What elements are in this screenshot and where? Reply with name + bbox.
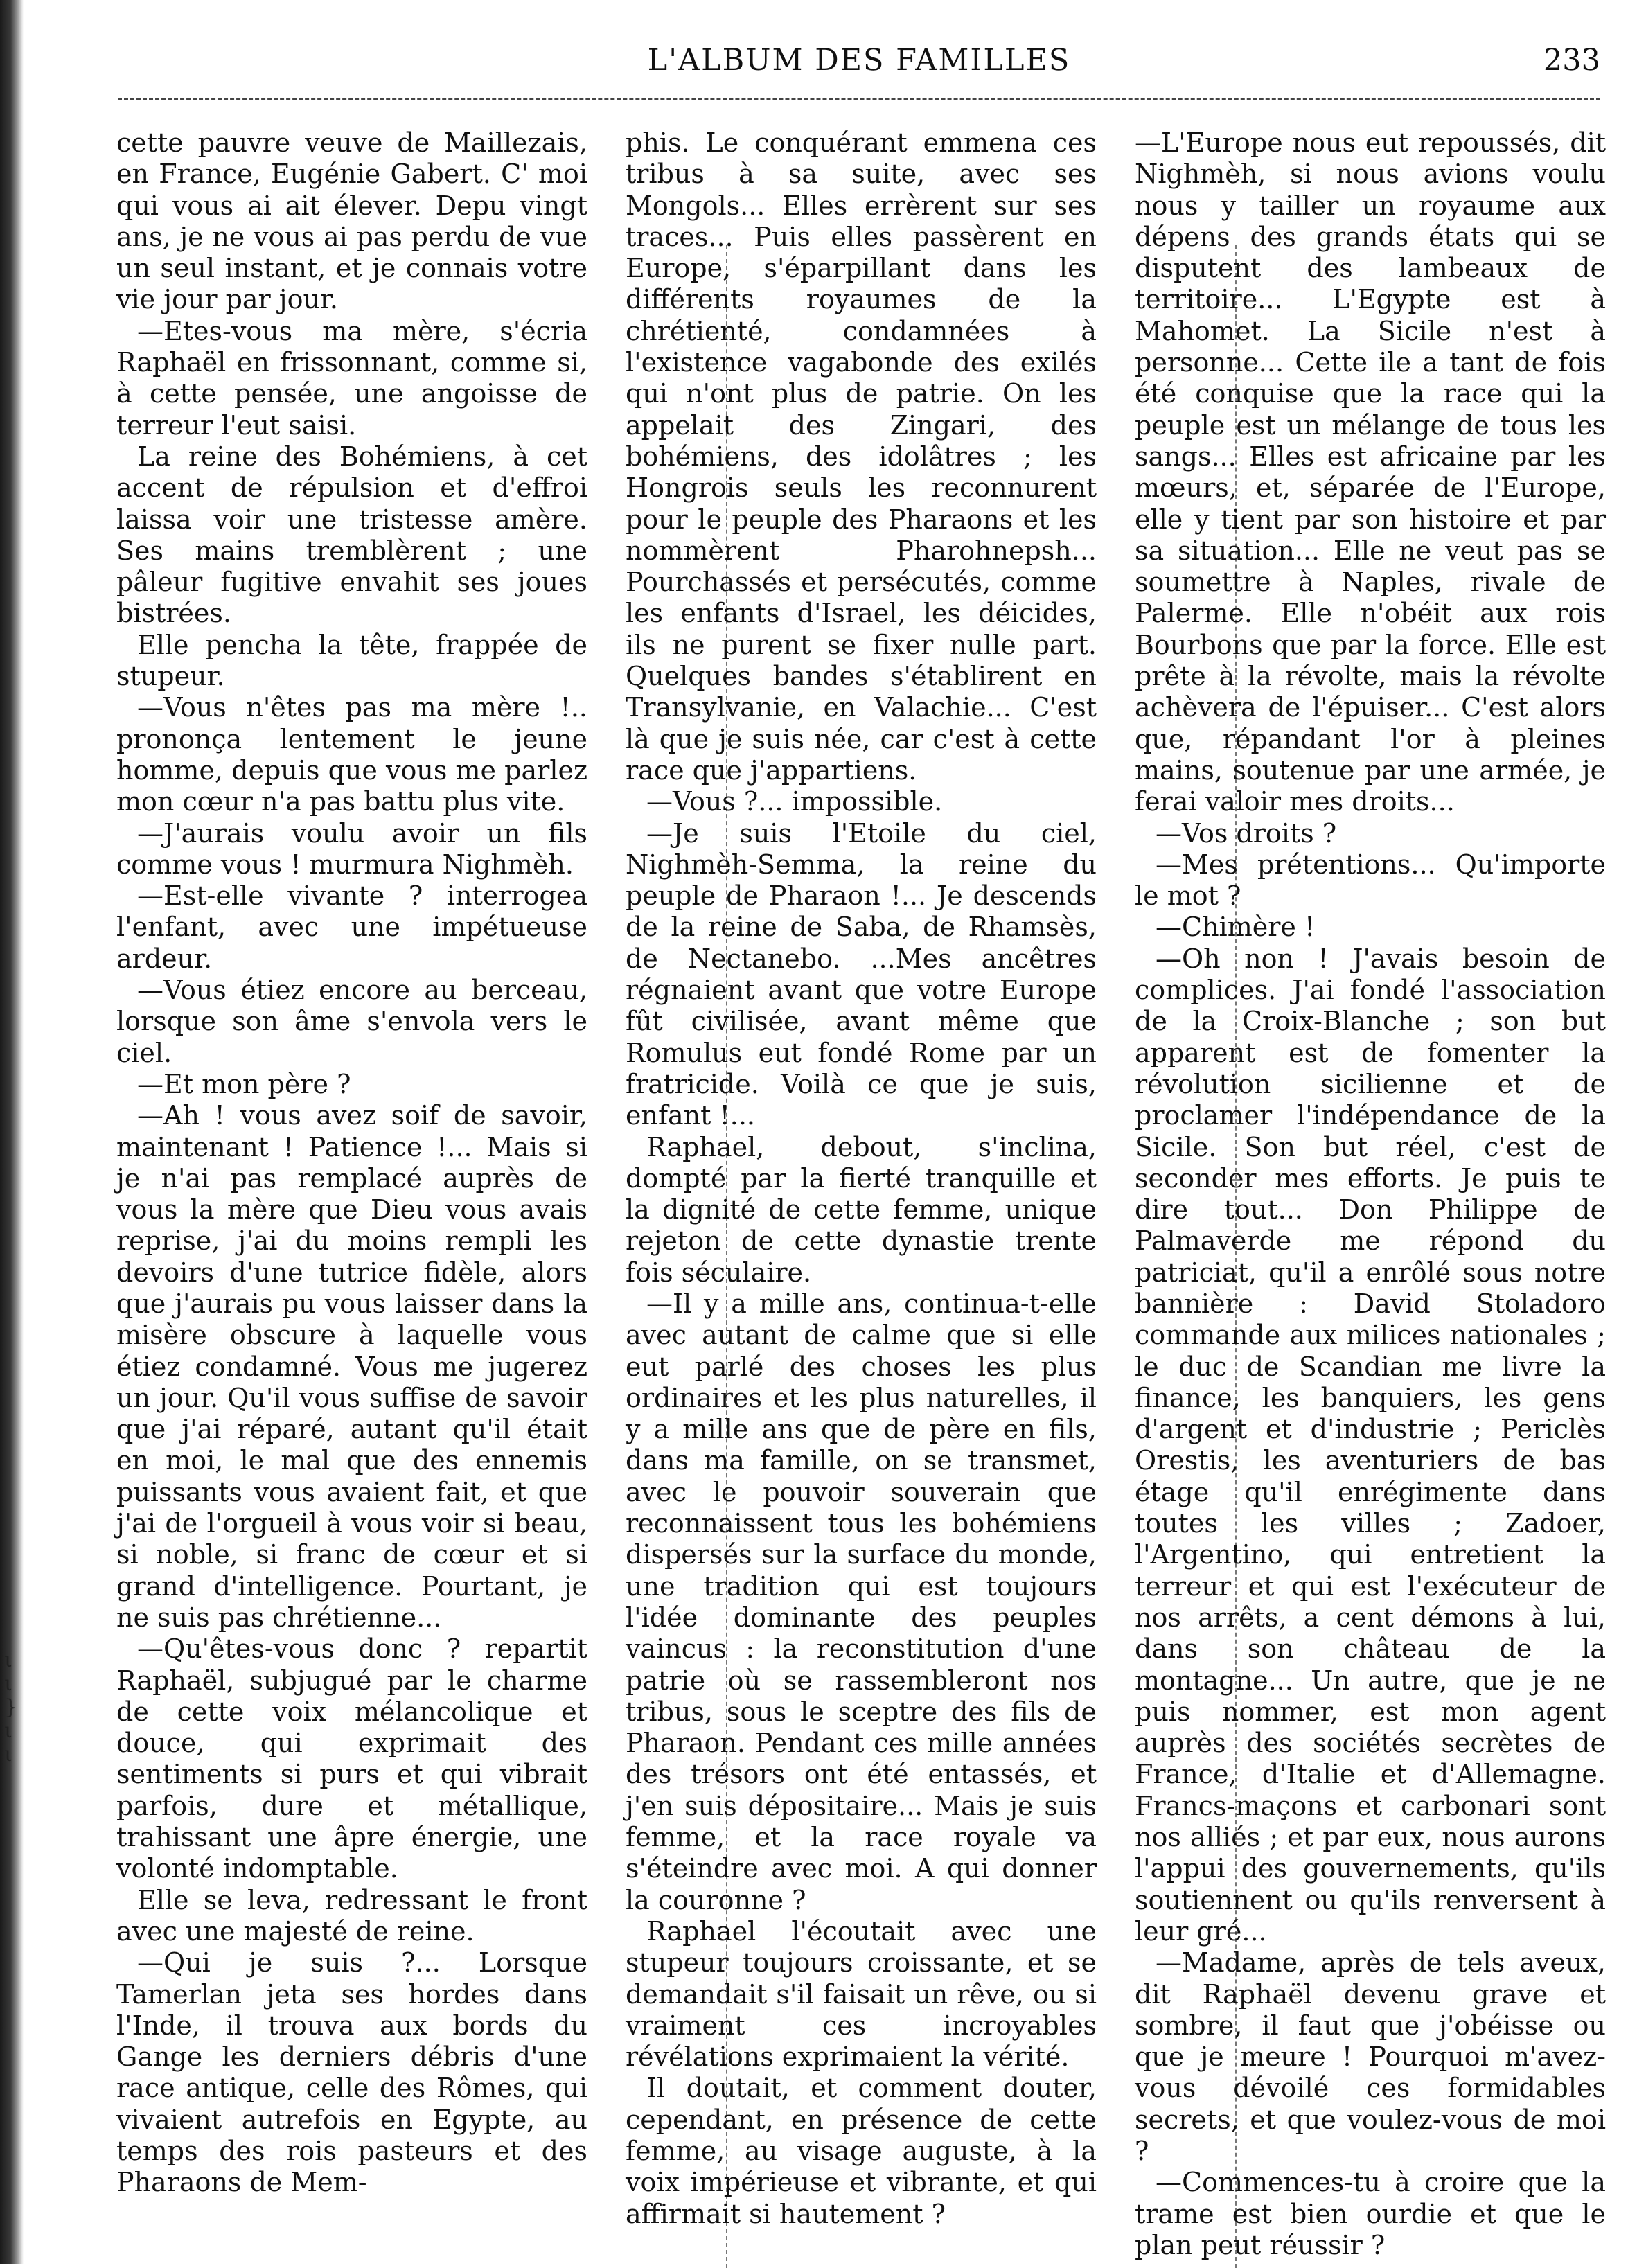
paragraph: Raphael, debout, s'inclina, dompté par la fierté tranquille et la dignité de cette femme, unique rejeton de cette dynastie trente fois séculaire. (626, 1131, 1097, 1288)
paragraph: —Madame, après de tels aveux, dit Raphaël devenu grave et sombre, il faut que j'obéisse ou que je meure ! Pourquoi m'avez-vous dévoilé ces formidables secrets, et que voulez-vous de moi ? (1135, 1947, 1606, 2166)
paragraph: La reine des Bohémiens, à cet accent de répulsion et d'effroi laissa voir une tristesse amère. Ses mains tremblèrent ; une pâleur fugitive envahit ses joues bistrées. (116, 441, 587, 629)
paragraph: —Mes prétentions... Qu'importe le mot ? (1135, 849, 1606, 912)
paragraph: —Etes-vous ma mère, s'écria Raphaël en frissonnant, comme si, à cette pensée, une angoisse de terreur l'eut saisi. (116, 315, 587, 441)
header-rule (118, 98, 1600, 100)
paragraph: —Il y a mille ans, continua-t-elle avec autant de calme que si elle eut parlé des choses les plus ordinaires et les plus naturelles, il y a mille ans que de père en fils, dans ma famille, on se transmet, avec le pouvoir souverain que reconnaissent tous les bohémiens dispersés sur la surface du monde, une tradition qui est toujours l'idée dominante des peuples vaincus : la reconstitution d'une patrie où se rassembleront nos tribus, sous le sceptre des fils de Pharaon. Pendant ces mille années des trésors ont été entassés, et j'en suis dépositaire... Mais je suis femme, et la race royale va s'éteindre avec moi. A qui donner la couronne ? (626, 1288, 1097, 1915)
paragraph: cette pauvre veuve de Maillezais, en France, Eugénie Gabert. C' moi qui vous ai ait élever. Depu vingt ans, je ne vous ai pas perdu de vue un seul instant, et je connais votre vie jour par jour. (116, 127, 587, 315)
column-1 (116, 127, 587, 2198)
paragraph: —Vous n'êtes pas ma mère !.. prononça lentement le jeune homme, depuis que vous me parlez mon cœur n'a pas battu plus vite. (116, 692, 587, 817)
margin-mark: } (4, 1695, 18, 1719)
margin-marks (4, 1649, 18, 1766)
text-columns (116, 127, 1606, 2260)
paragraph: —Vous ?... impossible. (646, 786, 943, 817)
page-header (118, 43, 1600, 91)
paragraph: phis. Le conquérant emmena ces tribus à sa suite, avec ses Mongols... Elles errèrent sur ses traces... Puis elles passèrent en Europe, s'éparpillant dans les différents royaumes de la chrétienté, condamnées à l'existence vagabonde des exilés qui n'ont plus de patrie. On les appelait des Zingari, des bohémiens, des idolâtres ; les Hongrois seuls les reconnurent pour le peuple des Pharaons et les nommèrent Pharohnepsh... Pourchassés et persécutés, comme les enfants d'Israel, les déicides, ils ne purent se fixer nulle part. Quelques bandes s'établirent en Transylvanie, en Valachie... C'est là que je suis née, car c'est à cette race que j'appartiens. (626, 127, 1097, 786)
paragraph: —L'Europe nous eut repoussés, dit Nighmèh, si nous avions voulu nous y tailler un royaume aux dépens des grands états qui se disputent des lambeaux de territoire... L'Egypte est à Mahomet. La Sicile n'est à personne... Cette ile a tant de fois été conquise que la race qui la peuple est un mélange de tous les sangs... Elles est africaine par les mœurs, et, séparée de l'Europe, elle y tient par son histoire et par sa situation... Elle ne veut pas se soumettre à Naples, rivale de Palerme. Elle n'obéit aux rois Bourbons que par la force. Elle est prête à la révolte, mais la révolte achèvera de l'épuiser... C'est alors que, répandant l'or à pleines mains, soutenue par une armée, je ferai valoir mes droits... (1135, 127, 1606, 817)
paragraph: Elle se leva, redressant le front avec une majesté de reine. (116, 1884, 587, 1947)
margin-mark: ι (4, 1648, 12, 1672)
paragraph: —Commences-tu à croire que la trame est bien ourdie et que le plan peut réussir ? (1135, 2167, 1606, 2260)
paragraph: —Vos droits ? (1156, 817, 1337, 849)
paragraph: —Je suis l'Etoile du ciel, Nighmèh-Semma, la reine du peuple de Pharaon !... Je descends de la reine de Saba, de Rhamsès, de Nectanebo. ...Mes ancêtres régnaient avant que votre Europe fût civilisée, avant même que Romulus eut fondé Rome par un fratricide. Voilà ce que je suis, enfant !... (626, 817, 1097, 1131)
margin-mark: ι (4, 1719, 12, 1743)
paragraph: —Qu'êtes-vous donc ? repartit Raphaël, subjugué par le charme de cette voix mélancolique et douce, qui exprimait des sentiments si purs et qui vibrait parfois, dure et métallique, trahissant une âpre énergie, une volonté indomptable. (116, 1633, 587, 1884)
margin-mark: ι (4, 1672, 12, 1696)
running-title: L'ALBUM DES FAMILLES (647, 43, 1071, 78)
paragraph: —J'aurais voulu avoir un fils comme vous ! murmura Nighmèh. (116, 817, 587, 880)
page-binding-edge (0, 0, 24, 2264)
paragraph: Elle pencha la tête, frappée de stupeur. (116, 629, 587, 692)
paragraph: —Qui je suis ?... Lorsque Tamerlan jeta ses hordes dans l'Inde, il trouva aux bords du Gange les derniers débris d'une race antique, celle des Rômes, qui vivaient autrefois en Egypte, au temps des rois pasteurs et des Pharaons de Mem- (116, 1947, 587, 2198)
paragraph: Il doutait, et comment douter, cependant, en présence de cette femme, au visage auguste, à la voix impérieuse et vibrante, et qui affirmait si hautement ? (626, 2073, 1097, 2229)
paragraph: —Oh non ! J'avais besoin de complices. J'ai fondé l'association de la Croix-Blanche ; son but apparent est de fomenter la révolution sicilienne et de proclamer l'indépendance de la Sicile. Son but réel, c'est de seconder mes efforts. Je puis te dire tout... Don Philippe de Palmaverde me répond du patriciat, qu'il a enrôlé sous notre bannière : David Stoladoro commande aux milices nationales ; le duc de Scandian me livre la finance, les banquiers, les gens d'argent et d'industrie ; Periclès Orestis, les aventuriers de bas étage qu'il enrégimente dans toutes les villes ; Zadoer, l'Argentino, qui entretient la terreur et qui est l'exécuteur de nos arrêts, a cent démons à lui, dans son château de la montagne... Un autre, que je ne puis nommer, est mon agent auprès des sociétés secrètes de France, d'Italie et d'Allemagne. Francs-maçons et carbonari sont nos alliés ; et par eux, nous aurons l'appui des gouvernements, qu'ils soutiennent ou qu'ils renversent à leur gré... (1135, 943, 1606, 1947)
column-2 (626, 127, 1097, 2229)
paragraph: —Chimère ! (1156, 912, 1316, 943)
margin-mark: ι (4, 1742, 12, 1766)
paragraph: —Est-elle vivante ? interrogea l'enfant, avec une impétueuse ardeur. (116, 880, 587, 974)
paragraph: —Ah ! vous avez soif de savoir, maintenant ! Patience !... Mais si je n'ai pas remplacé auprès de vous la mère que Dieu vous avais reprise, j'ai du moins rempli les devoirs d'une tutrice fidèle, alors que j'aurais pu vous laisser dans la misère obscure à laquelle vous étiez condamné. Vous me jugerez un jour. Qu'il vous suffise de savoir que j'ai réparé, autant qu'il était en moi, le mal que des ennemis puissants vous avaient fait, et que j'ai de l'orgueil à vous voir si beau, si noble, si franc de cœur et si grand d'intelligence. Pourtant, je ne suis pas chrétienne... (116, 1100, 587, 1633)
paragraph: —Vous étiez encore au berceau, lorsque son âme s'envola vers le ciel. (116, 975, 587, 1068)
page-number: 233 (1543, 43, 1600, 78)
paragraph: Raphael l'écoutait avec une stupeur toujours croissante, et se demandait s'il faisait un rêve, ou si vraiment ces incroyables révélations exprimaient la vérité. (626, 1915, 1097, 2073)
paragraph: —Et mon père ? (137, 1068, 351, 1099)
column-3 (1135, 127, 1606, 2260)
